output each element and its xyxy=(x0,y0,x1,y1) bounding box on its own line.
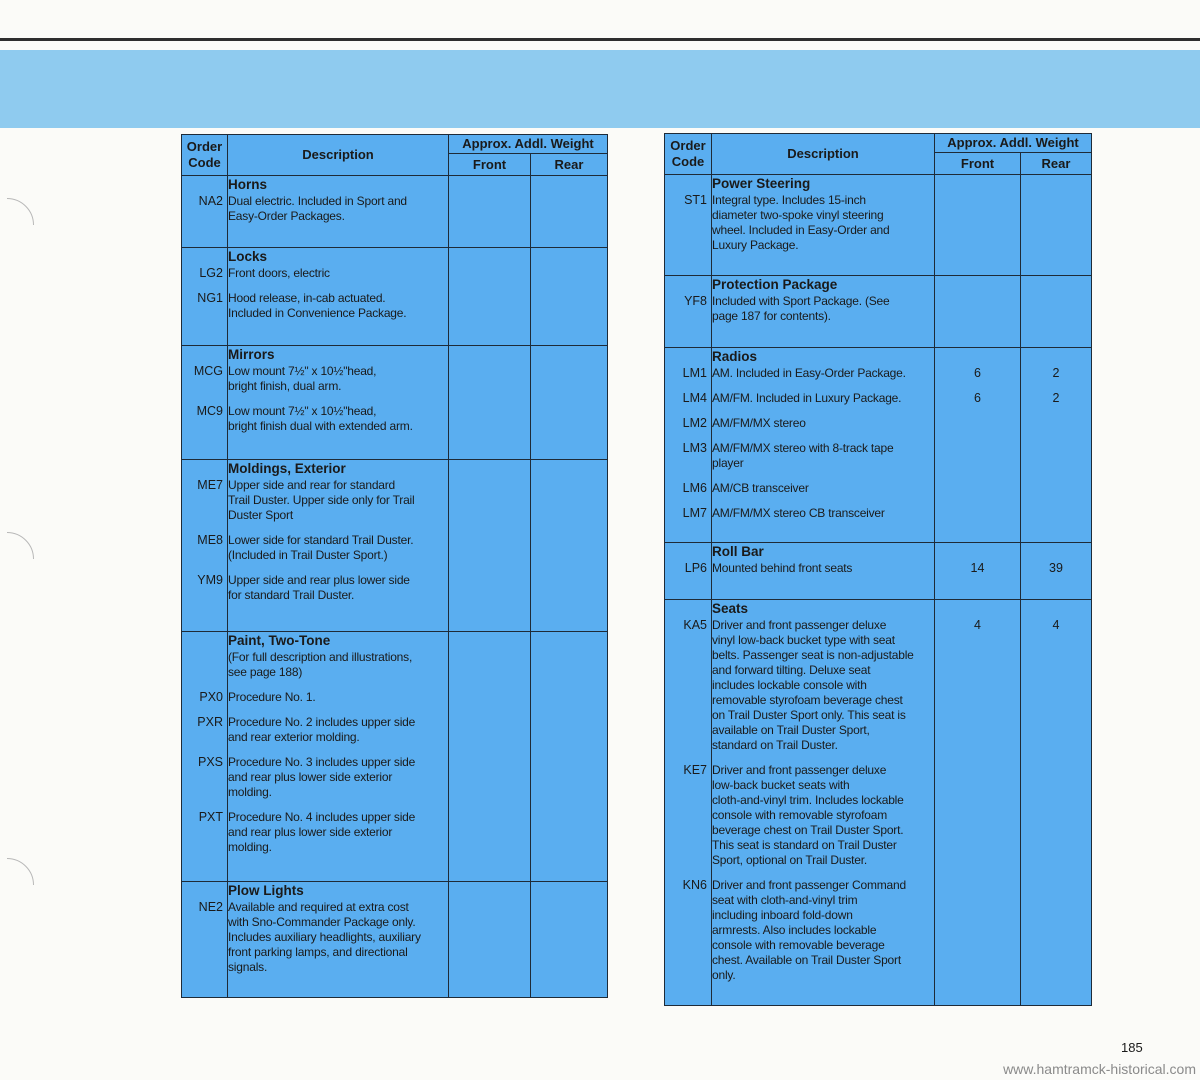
front-weight-cell xyxy=(449,346,531,460)
description-line: see page 188) xyxy=(228,664,303,679)
order-codes-cell xyxy=(182,631,228,881)
front-weight xyxy=(935,294,1020,324)
front-weight xyxy=(449,573,530,603)
rear-header: Rear xyxy=(531,154,608,176)
title-spacer xyxy=(1021,600,1091,618)
front-weight xyxy=(449,650,530,680)
description-line: Easy-Order Packages. xyxy=(228,209,345,223)
rear-weight xyxy=(1021,441,1091,471)
title-spacer xyxy=(531,248,607,266)
title-spacer xyxy=(935,175,1020,193)
rear-weight: 39 xyxy=(1049,560,1063,575)
rear-weight-cell xyxy=(531,248,608,346)
title-spacer xyxy=(182,632,227,650)
front-weight xyxy=(449,810,530,855)
front-weight: 6 xyxy=(974,391,981,406)
title-spacer xyxy=(182,882,227,900)
section-row xyxy=(182,248,608,346)
description-line: with Sno-Commander Package only. xyxy=(228,914,416,929)
title-spacer xyxy=(935,276,1020,294)
description-cell xyxy=(712,276,935,348)
option-description xyxy=(228,650,448,680)
front-weight xyxy=(449,364,530,394)
title-spacer xyxy=(1021,175,1091,193)
description-line: chest. Available on Trail Duster Sport xyxy=(712,952,901,967)
rear-weight-cell xyxy=(1021,542,1092,599)
front-weight xyxy=(935,441,1020,471)
option-description xyxy=(228,266,448,281)
description-line: Available and required at extra cost xyxy=(228,899,409,914)
description-cell xyxy=(712,599,935,1005)
description-line: Upper side and rear for standard xyxy=(228,478,396,493)
description-line: Included in Convenience Package. xyxy=(228,306,407,321)
front-weight-cell xyxy=(449,881,531,997)
order-code: KA5 xyxy=(683,617,707,632)
description-line: vinyl low-back bucket type with seat xyxy=(712,632,895,647)
option-description xyxy=(228,291,448,321)
option-description xyxy=(712,561,934,576)
section-row xyxy=(665,175,1092,276)
description-header: Description xyxy=(712,134,935,175)
title-spacer xyxy=(182,346,227,364)
rear-weight xyxy=(531,478,607,523)
front-weight: 6 xyxy=(974,366,981,381)
order-codes-cell xyxy=(665,542,712,599)
description-cell xyxy=(712,348,935,542)
description-line: for standard Trail Duster. xyxy=(228,588,355,603)
front-weight xyxy=(449,715,530,745)
description-line: Low mount 7½" x 10½"head, xyxy=(228,364,377,379)
description-line: Procedure No. 2 includes upper side xyxy=(228,714,416,729)
rear-weight: 2 xyxy=(1052,366,1060,381)
option-description xyxy=(228,900,448,975)
rear-weight xyxy=(531,810,607,855)
page-number: 185 xyxy=(1121,1040,1143,1055)
rear-weight xyxy=(531,364,607,394)
description-cell xyxy=(228,631,449,881)
order-code: KN6 xyxy=(682,877,707,892)
title-spacer xyxy=(182,460,227,478)
footer-url: www.hamtramck-historical.com xyxy=(1003,1061,1196,1077)
order-codes-cell xyxy=(182,346,228,460)
option-description xyxy=(228,690,448,705)
weight-header: Approx. Addl. Weight xyxy=(449,135,608,154)
description-line: Front doors, electric xyxy=(228,266,330,281)
description-line: Dual electric. Included in Sport and xyxy=(228,194,407,208)
title-spacer xyxy=(935,600,1020,618)
front-weight: 4 xyxy=(974,617,981,632)
description-line: AM/FM/MX stereo CB transceiver xyxy=(712,506,885,521)
rear-weight-cell xyxy=(1021,348,1092,542)
front-weight xyxy=(449,291,530,321)
rear-weight xyxy=(531,266,607,281)
rear-weight xyxy=(1021,506,1091,521)
order-code: ME8 xyxy=(197,533,223,548)
rear-weight xyxy=(531,404,607,434)
front-weight xyxy=(449,478,530,523)
description-line: molding. xyxy=(228,839,272,854)
order-code: PX0 xyxy=(199,689,223,704)
front-weight xyxy=(449,533,530,563)
title-spacer xyxy=(1021,543,1091,561)
order-code: LM4 xyxy=(682,391,707,406)
description-line: beverage chest on Trail Duster Sport. xyxy=(712,822,904,837)
option-description xyxy=(712,506,934,521)
option-description xyxy=(228,755,448,800)
order-code: NG1 xyxy=(197,291,223,306)
order-code: LP6 xyxy=(684,560,707,575)
order-code xyxy=(182,650,227,680)
description-line: bright finish dual with extended arm. xyxy=(228,419,413,434)
description-line: removable styrofoam beverage chest xyxy=(712,692,903,707)
rear-weight-cell xyxy=(531,460,608,631)
description-line: Driver and front passenger deluxe xyxy=(712,617,887,632)
title-spacer xyxy=(449,882,530,900)
option-description xyxy=(228,364,448,394)
weight-header: Approx. Addl. Weight xyxy=(935,134,1092,153)
order-code: ME7 xyxy=(197,478,223,493)
description-line: Sport, optional on Trail Duster. xyxy=(712,852,868,867)
section-title: Seats xyxy=(712,600,749,616)
section-title: Protection Package xyxy=(712,277,838,293)
description-line: AM. Included in Easy-Order Package. xyxy=(712,366,906,381)
front-weight-cell xyxy=(449,176,531,248)
title-spacer xyxy=(665,175,711,193)
description-cell xyxy=(228,881,449,997)
order-code-header: Order Code xyxy=(182,135,228,176)
title-spacer xyxy=(531,632,607,650)
description-line: Integral type. Includes 15-inch xyxy=(712,193,866,207)
option-description xyxy=(712,391,934,406)
front-weight-cell xyxy=(449,631,531,881)
option-description xyxy=(712,366,934,381)
section-title: Plow Lights xyxy=(228,882,304,898)
title-spacer xyxy=(449,632,530,650)
binder-hole xyxy=(0,532,34,586)
order-codes-cell xyxy=(182,881,228,997)
section-row xyxy=(665,348,1092,542)
order-code: LG2 xyxy=(199,266,223,281)
order-code: PXS xyxy=(197,754,223,769)
section-title: Paint, Two-Tone xyxy=(228,632,331,648)
front-weight xyxy=(449,900,530,975)
description-line: page 187 for contents). xyxy=(712,309,831,324)
option-description xyxy=(228,404,448,434)
order-code: PXR xyxy=(197,714,223,729)
front-weight-cell xyxy=(935,542,1021,599)
section-title: Horns xyxy=(228,177,268,192)
front-weight xyxy=(935,763,1020,868)
rear-weight xyxy=(1021,294,1091,324)
front-weight: 14 xyxy=(970,560,985,575)
order-code: MC9 xyxy=(196,404,223,419)
rear-weight xyxy=(531,194,607,224)
option-description xyxy=(712,441,934,471)
section-title: Mirrors xyxy=(228,347,275,363)
description-line: armrests. Also includes lockable xyxy=(712,922,877,937)
order-codes-cell xyxy=(665,175,712,276)
description-cell xyxy=(228,346,449,460)
description-line: including inboard fold-down xyxy=(712,907,853,922)
order-codes-cell xyxy=(182,176,228,248)
rear-weight xyxy=(1021,416,1091,431)
front-weight xyxy=(449,194,530,224)
title-spacer xyxy=(531,346,607,364)
rear-weight xyxy=(531,573,607,603)
description-line: Procedure No. 4 includes upper side xyxy=(228,809,416,824)
title-spacer xyxy=(665,276,711,294)
order-code: LM3 xyxy=(682,441,707,456)
section-row xyxy=(665,276,1092,348)
section-title: Moldings, Exterior xyxy=(228,461,346,477)
order-code: LM7 xyxy=(682,506,707,521)
description-line: Upper side and rear plus lower side xyxy=(228,573,410,588)
order-code-header: Order Code xyxy=(665,134,712,175)
description-cell xyxy=(712,175,935,276)
front-weight xyxy=(449,755,530,800)
description-line: seat with cloth-and-vinyl trim xyxy=(712,892,858,907)
description-line: (Included in Trail Duster Sport.) xyxy=(228,548,388,563)
description-line: front parking lamps, and directional xyxy=(228,944,408,959)
description-line: available on Trail Duster Sport, xyxy=(712,722,870,737)
title-spacer xyxy=(531,176,607,194)
description-line: Trail Duster. Upper side only for Trail xyxy=(228,493,415,508)
option-description xyxy=(712,416,934,431)
order-code: LM1 xyxy=(682,366,707,381)
options-table-left xyxy=(181,134,608,998)
description-line: and rear exterior molding. xyxy=(228,729,360,744)
rear-header: Rear xyxy=(1021,153,1092,175)
rear-weight xyxy=(1021,481,1091,496)
description-line: AM/CB transceiver xyxy=(712,481,809,496)
description-line: belts. Passenger seat is non-adjustable xyxy=(712,647,914,662)
rear-weight-cell xyxy=(1021,175,1092,276)
binder-hole xyxy=(0,858,34,912)
description-cell xyxy=(228,460,449,631)
rear-weight-cell xyxy=(531,631,608,881)
description-line: only. xyxy=(712,967,736,982)
order-codes-cell xyxy=(182,248,228,346)
rear-weight xyxy=(531,755,607,800)
description-line: diameter two-spoke vinyl steering xyxy=(712,208,884,222)
title-spacer xyxy=(449,346,530,364)
title-spacer xyxy=(531,460,607,478)
section-row xyxy=(182,460,608,631)
front-header: Front xyxy=(449,154,531,176)
order-code: LM2 xyxy=(682,416,707,431)
description-line: bright finish, dual arm. xyxy=(228,379,342,394)
description-line: console with removable beverage xyxy=(712,937,885,952)
option-description xyxy=(228,194,448,224)
front-header: Front xyxy=(935,153,1021,175)
rear-weight-cell xyxy=(1021,276,1092,348)
rear-weight-cell xyxy=(1021,599,1092,1005)
description-line: on Trail Duster Sport only. This seat is xyxy=(712,707,906,722)
option-description xyxy=(228,478,448,523)
section-row xyxy=(182,881,608,997)
title-spacer xyxy=(182,176,227,194)
rear-weight: 2 xyxy=(1052,391,1060,406)
front-weight-cell xyxy=(935,175,1021,276)
description-line: AM/FM/MX stereo xyxy=(712,416,806,431)
description-line: Low mount 7½" x 10½"head, xyxy=(228,404,377,419)
title-spacer xyxy=(665,600,711,618)
title-spacer xyxy=(449,248,530,266)
description-line: standard on Trail Duster. xyxy=(712,737,838,752)
description-line: console with removable styrofoam xyxy=(712,807,888,822)
description-line: Driver and front passenger Command xyxy=(712,877,906,892)
top-rule xyxy=(0,38,1200,41)
section-row xyxy=(182,176,608,248)
description-line: and rear plus lower side exterior xyxy=(228,824,393,839)
section-title: Power Steering xyxy=(712,176,811,191)
description-line: This seat is standard on Trail Duster xyxy=(712,837,897,852)
description-line: cloth-and-vinyl trim. Includes lockable xyxy=(712,792,904,807)
option-description xyxy=(228,533,448,563)
order-code: KE7 xyxy=(683,762,707,777)
option-description xyxy=(712,618,934,753)
description-line: Duster Sport xyxy=(228,508,293,523)
title-spacer xyxy=(1021,276,1091,294)
option-description xyxy=(712,878,934,983)
front-weight xyxy=(935,878,1020,983)
title-spacer xyxy=(665,543,711,561)
header-band xyxy=(0,50,1200,128)
title-spacer xyxy=(665,348,711,366)
rear-weight xyxy=(531,715,607,745)
order-code: NA2 xyxy=(198,194,223,208)
description-header: Description xyxy=(228,135,449,176)
front-weight-cell xyxy=(935,348,1021,542)
option-description xyxy=(712,481,934,496)
front-weight xyxy=(935,193,1020,253)
order-code: LM6 xyxy=(682,481,707,496)
description-line: player xyxy=(712,456,744,471)
front-weight xyxy=(449,266,530,281)
title-spacer xyxy=(449,176,530,194)
section-row xyxy=(665,599,1092,1005)
order-code: NE2 xyxy=(198,899,223,914)
section-row xyxy=(182,631,608,881)
title-spacer xyxy=(935,348,1020,366)
section-row xyxy=(665,542,1092,599)
order-code: PXT xyxy=(198,809,223,824)
description-line: and forward tilting. Deluxe seat xyxy=(712,662,871,677)
description-cell xyxy=(228,176,449,248)
description-line: Mounted behind front seats xyxy=(712,560,853,575)
front-weight xyxy=(449,690,530,705)
description-line: and rear plus lower side exterior xyxy=(228,769,393,784)
option-description xyxy=(712,294,934,324)
title-spacer xyxy=(935,543,1020,561)
option-description xyxy=(228,810,448,855)
description-cell xyxy=(228,248,449,346)
title-spacer xyxy=(449,460,530,478)
description-line: molding. xyxy=(228,784,272,799)
section-title: Radios xyxy=(712,349,758,365)
description-line: AM/FM. Included in Luxury Package. xyxy=(712,391,902,406)
description-line: Procedure No. 3 includes upper side xyxy=(228,754,416,769)
order-code: YF8 xyxy=(684,294,707,309)
rear-weight xyxy=(1021,878,1091,983)
front-weight-cell xyxy=(935,276,1021,348)
description-line: signals. xyxy=(228,959,268,974)
description-cell xyxy=(712,542,935,599)
description-line: Procedure No. 1. xyxy=(228,689,316,704)
rear-weight-cell xyxy=(531,881,608,997)
front-weight-cell xyxy=(449,460,531,631)
rear-weight xyxy=(531,650,607,680)
order-code: ST1 xyxy=(684,193,707,207)
order-codes-cell xyxy=(665,348,712,542)
order-codes-cell xyxy=(182,460,228,631)
description-line: includes lockable console with xyxy=(712,677,867,692)
rear-weight: 4 xyxy=(1052,617,1060,632)
front-weight xyxy=(449,404,530,434)
description-line: Luxury Package. xyxy=(712,238,799,252)
front-weight xyxy=(935,506,1020,521)
options-table-right xyxy=(664,133,1092,1006)
title-spacer xyxy=(1021,348,1091,366)
rear-weight-cell xyxy=(531,176,608,248)
title-spacer xyxy=(182,248,227,266)
section-title: Locks xyxy=(228,249,268,265)
rear-weight xyxy=(1021,193,1091,253)
order-code: YM9 xyxy=(197,573,223,588)
rear-weight xyxy=(531,291,607,321)
front-weight xyxy=(935,416,1020,431)
description-line: Included with Sport Package. (See xyxy=(712,294,890,309)
description-line: Lower side for standard Trail Duster. xyxy=(228,533,414,548)
description-line: wheel. Included in Easy-Order and xyxy=(712,223,890,237)
rear-weight xyxy=(531,533,607,563)
rear-weight xyxy=(1021,763,1091,868)
description-line: low-back bucket seats with xyxy=(712,777,850,792)
rear-weight-cell xyxy=(531,346,608,460)
option-description xyxy=(228,573,448,603)
description-line: Includes auxiliary headlights, auxiliary xyxy=(228,929,421,944)
option-description xyxy=(228,715,448,745)
description-line: Driver and front passenger deluxe xyxy=(712,762,887,777)
rear-weight xyxy=(531,900,607,975)
section-row xyxy=(182,346,608,460)
section-title: Roll Bar xyxy=(712,543,764,559)
binder-hole xyxy=(0,198,34,252)
option-description xyxy=(712,763,934,868)
front-weight-cell xyxy=(449,248,531,346)
description-line: (For full description and illustrations, xyxy=(228,649,413,664)
order-codes-cell xyxy=(665,599,712,1005)
order-code: MCG xyxy=(193,364,223,379)
option-description xyxy=(712,193,934,253)
title-spacer xyxy=(531,882,607,900)
description-line: AM/FM/MX stereo with 8-track tape xyxy=(712,441,894,456)
order-codes-cell xyxy=(665,276,712,348)
description-line: Hood release, in-cab actuated. xyxy=(228,291,386,306)
front-weight-cell xyxy=(935,599,1021,1005)
rear-weight xyxy=(531,690,607,705)
front-weight xyxy=(935,481,1020,496)
